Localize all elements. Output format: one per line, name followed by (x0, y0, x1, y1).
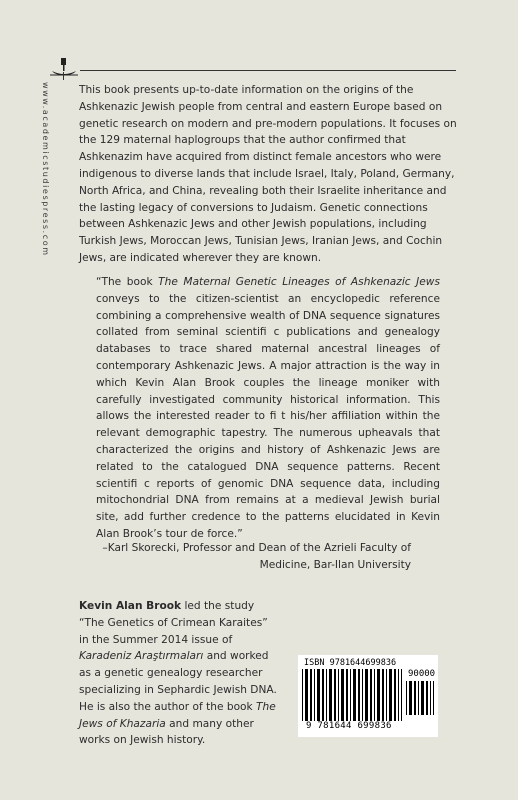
barcode-bars (302, 669, 402, 721)
isbn-number: 9 781644 699836 (306, 721, 392, 731)
logo-stem (63, 72, 64, 80)
bio-journal: Karadeniz Araştırmaları (79, 650, 204, 663)
barcode-bar (377, 669, 380, 721)
author-bio (79, 598, 279, 749)
bio-book-title: The Jews of Khazaria (79, 700, 276, 730)
barcode-bar (302, 669, 303, 721)
barcode-bar (338, 669, 339, 721)
barcode-bar (322, 669, 324, 721)
barcode-bar (362, 669, 363, 721)
barcode-bar (374, 669, 375, 721)
barcode-bar (430, 681, 431, 715)
barcode-bar (341, 669, 344, 721)
isbn-barcode (298, 655, 438, 737)
barcode-bar (334, 669, 336, 721)
publisher-logo-icon (50, 56, 78, 80)
barcode-bar (433, 681, 434, 715)
price-barcode-bars (406, 681, 434, 715)
barcode-bar (421, 681, 424, 715)
barcode-bar (398, 669, 399, 721)
quote-open: “The book (96, 276, 159, 288)
header-rule (80, 70, 456, 71)
bio-part-2: and worked as a genetic genealogy researcher specializing in Sephardic Jewish DNA. He is also the author of the book (79, 650, 277, 713)
barcode-bar (426, 681, 428, 715)
barcode-bar (365, 669, 368, 721)
barcode-bar (353, 669, 356, 721)
barcode-bar (370, 669, 372, 721)
barcode-bar (394, 669, 396, 721)
barcode-bar (346, 669, 348, 721)
barcode-bar (386, 669, 387, 721)
barcode-bar (358, 669, 360, 721)
barcode-bar (317, 669, 320, 721)
barcode-bar (326, 669, 327, 721)
quote-book-title: The Maternal Genetic Lineages of Ashkenazic Jews (158, 276, 440, 288)
barcode-bar (350, 669, 351, 721)
price-code: 90000 (408, 669, 436, 679)
publisher-url: www.academicstudiespress.com (41, 82, 50, 257)
bio-part-1: led the study “The Genetics of Crimean Karaites” in the Summer 2014 issue of (79, 600, 268, 646)
quote-body: conveys to the citizen-scientist an encyclopedic reference combining a comprehensive wealth of DNA sequence signatures collated from seminal scientifi c publications and genealogy databases to trace shared maternal ancestral lineages of contemporary Ashkenazic Jews. A major attraction is the way in which Kevin Alan Brook couples the lineage moniker with carefully investigated community historical information. This allows the interested reader to fi t his/her affiliation within the relevant demographic tapestry. The numerous upheavals that characterized the origins and history of Ashkenazic Jews are related to the catalogued DNA sequence patterns. Recent scientifi c reports of genomic DNA sequence data, including mitochondrial DNA from remains at a medieval Jewish burial site, add further credence to the patterns elucidated in Kevin Alan Brook’s tour de force.” (96, 292, 440, 540)
barcode-bar (329, 669, 332, 721)
barcode-bar (314, 669, 315, 721)
barcode-bar (310, 669, 312, 721)
bio-part-3: and many other works on Jewish history. (79, 717, 254, 747)
quote-attribution: –Karl Skorecki, Professor and Dean of the Azrieli Faculty of Medicine, Bar-Ilan University (102, 542, 411, 571)
barcode-bar (382, 669, 384, 721)
barcode-bar (414, 681, 416, 715)
endorsement-quote (96, 274, 440, 543)
author-name: Kevin Alan Brook (79, 600, 182, 612)
barcode-bar (401, 669, 402, 721)
isbn-label: ISBN 9781644699836 (304, 658, 397, 668)
book-description: This book presents up-to-date information on the origins of the Ashkenazic Jewish people from central and eastern Europe based on genetic research on modern and pre-modern populations. It focuses on the 129 maternal haplogroups that the author confirmed that Ashkenazim have acquired from distinct female ancestors who were indigenous to diverse lands that include Israel, Italy, Poland, Germany, North Africa, and China, revealing both their Israelite inheritance and the lasting legacy of conversions to Judaism. Genetic connections between Ashkenazic Jews and other Jewish populations, including Turkish Jews, Moroccan Jews, Tunisian Jews, Iranian Jews, and Cochin Jews, are indicated wherever they are known. (79, 84, 457, 264)
barcode-bar (389, 669, 392, 721)
barcode-bar (406, 681, 407, 715)
barcode-bar (418, 681, 419, 715)
barcode-bar (409, 681, 412, 715)
barcode-bar (305, 669, 308, 721)
